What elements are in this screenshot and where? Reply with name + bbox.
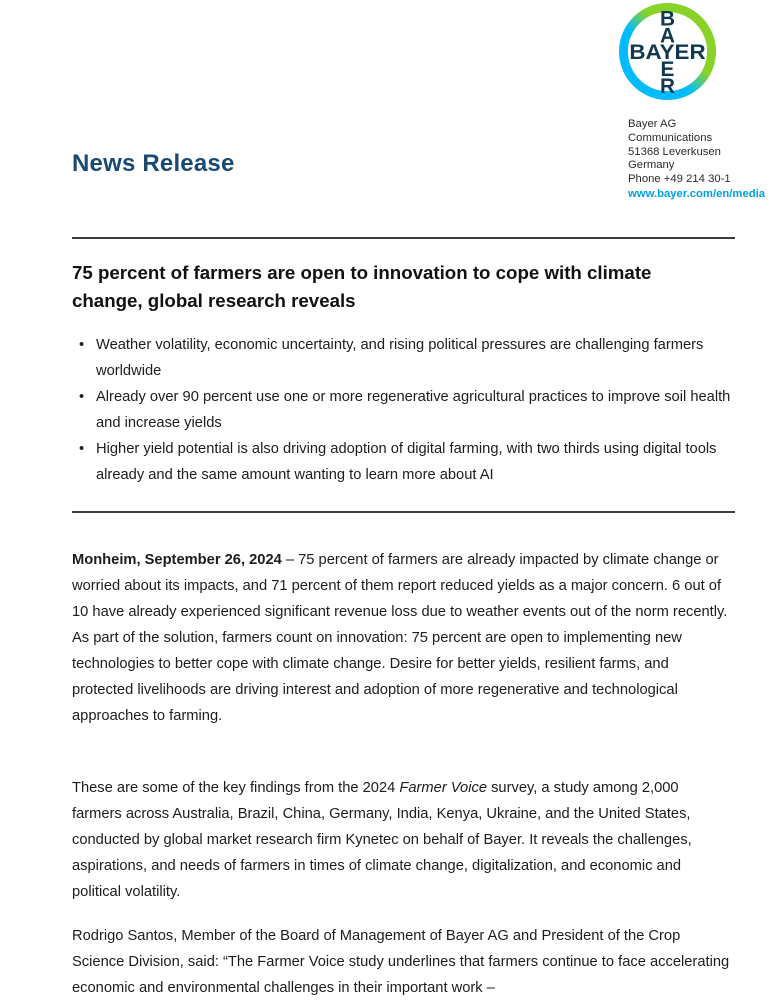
divider-top	[72, 237, 735, 239]
paragraph-text: Rodrigo Santos, Member of the Board of Management of Bayer AG and President of the Crop Science Division, said: “The Farmer Voice study underlines that farmers continue to face accelerating economic and environmental challenges in their important work –	[72, 928, 730, 996]
bullet-item	[72, 436, 732, 488]
contact-block	[628, 118, 765, 202]
paragraph-text: – 75 percent of farmers are already impacted by climate change or worried about its impacts, and 71 percent of them report reduced yields as a major concern. 6 out of 10 have already experienced significant revenue loss due to weather events out of the norm recently. As part of the solution, farmers count on innovation: 75 percent are open to implementing new technologies to better cope with climate change. Desire for better yields, resilient farms, and protected livelihoods are driving interest and adoption of more regenerative and technological approaches to farming.	[72, 552, 728, 724]
bullet-text: Weather volatility, economic uncertainty, and rising political pressures are challenging farmers worldwide	[96, 337, 704, 379]
bullet-item	[72, 384, 732, 436]
bullet-dot-icon: •	[79, 389, 85, 405]
contact-company: Bayer AG	[628, 118, 677, 130]
bullet-item	[72, 332, 732, 384]
page-title: News Release	[72, 150, 235, 177]
logo-letter-a-top: A	[659, 24, 676, 48]
bullet-text: Higher yield potential is also driving adoption of digital farming, with two thirds using digital tools already and the same amount wanting to learn more about AI	[96, 441, 717, 483]
logo-letter-e-bottom: E	[660, 58, 675, 82]
dateline: Monheim, September 26, 2024	[72, 552, 282, 568]
contact-department: Communications	[628, 131, 713, 144]
divider-bottom	[72, 511, 735, 513]
contact-postcode-city: 51368 Leverkusen	[628, 145, 721, 158]
contact-phone: Phone +49 214 30-1	[628, 173, 731, 186]
body-paragraph-survey	[72, 775, 732, 905]
contact-country: Germany	[628, 159, 675, 172]
paragraph-text: These are some of the key findings from the 2024	[72, 780, 400, 796]
logo-letter-r-bottom: R	[659, 75, 676, 99]
bayer-logo-icon	[618, 2, 717, 101]
paragraph-text: survey, a study among 2,000 farmers across Australia, Brazil, China, Germany, India, Kenya, Ukraine, and the United States, conducted by global market research firm Kynetec on behalf of Bayer. It reveals the challenges, aspirations, and needs of farmers in times of climate change, digitalization, and economic and political volatility.	[72, 780, 692, 900]
summary-bullet-list	[72, 332, 732, 488]
article-headline: 75 percent of farmers are open to innovation to cope with climate change, global research reveals	[72, 262, 652, 311]
bullet-text: Already over 90 percent use one or more regenerative agricultural practices to improve soil health and increase yields	[96, 389, 731, 431]
survey-name: Farmer Voice	[399, 780, 487, 796]
media-site-link[interactable]: www.bayer.com/en/media	[628, 187, 766, 200]
body-paragraph-quote	[72, 923, 732, 1000]
logo-word-horizontal: BAYER	[629, 40, 706, 64]
body-paragraph-dateline	[72, 547, 732, 729]
bullet-dot-icon: •	[79, 441, 85, 457]
bullet-dot-icon: •	[79, 337, 85, 353]
logo-letter-b-top: B	[659, 7, 676, 31]
